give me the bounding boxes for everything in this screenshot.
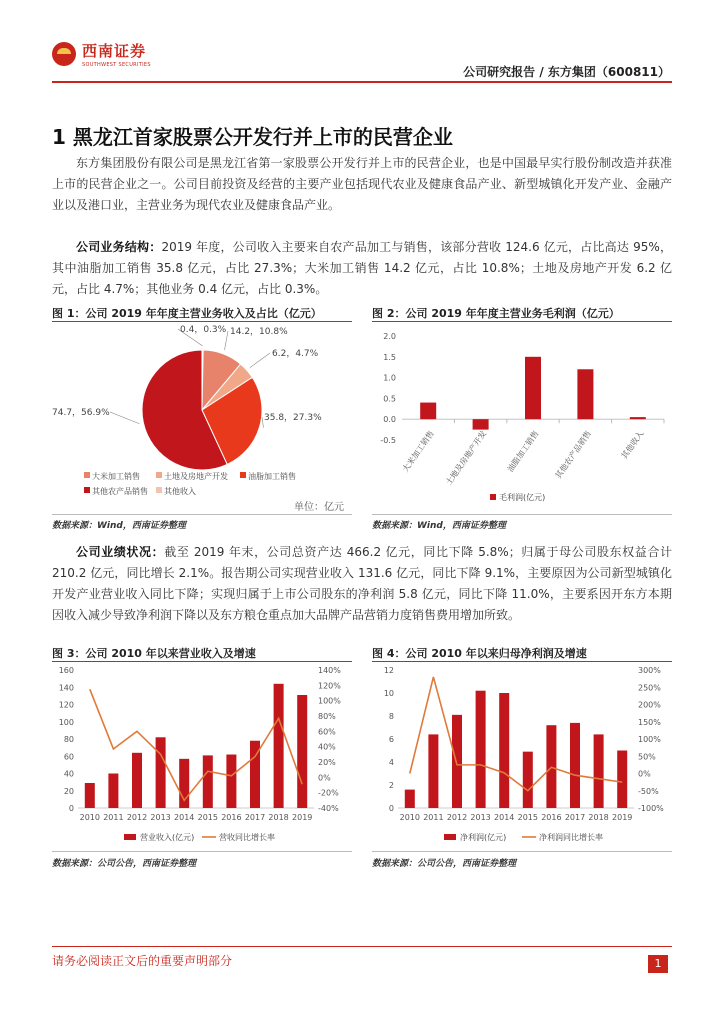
figure-3-source: 数据来源：公司公告，西南证券整理 <box>52 859 197 869</box>
x-tick-label: 2010 <box>399 813 420 822</box>
x-tick-label: 2015 <box>517 813 538 822</box>
x-tick-label: 其他农产品销售 <box>553 429 594 481</box>
section-title: 1 黑龙江首家股票公开发行并上市的民营企业 <box>52 125 453 149</box>
figure-4-combo-chart <box>372 662 672 850</box>
figure-3-bottom-rule <box>52 851 352 852</box>
y-left-tick-label: 8 <box>388 712 394 721</box>
y-tick-label: 1.0 <box>383 373 396 383</box>
legend-swatch <box>124 834 136 840</box>
legend-swatch <box>444 834 456 840</box>
y-left-tick-label: 20 <box>63 786 74 796</box>
y-right-tick-label: -50% <box>638 786 659 796</box>
figure-4-title: 图 4：公司 2010 年以来归母净利润及增速 <box>372 647 587 660</box>
y-left-tick-label: 120 <box>58 700 74 710</box>
legend-swatch <box>84 487 90 493</box>
page-number: 1 <box>648 955 668 973</box>
y-right-tick-label: 100% <box>318 696 341 706</box>
y-tick-label: -0.5 <box>380 436 396 445</box>
y-right-tick-label: 50% <box>638 752 656 762</box>
x-tick-label: 土地及房地产开发 <box>444 429 489 487</box>
bar <box>476 691 486 808</box>
bar <box>85 783 95 808</box>
y-right-tick-label: 150% <box>638 717 661 727</box>
x-tick-label: 2018 <box>268 813 289 822</box>
y-tick-label: 0.0 <box>383 415 396 425</box>
performance-paragraph <box>52 542 672 626</box>
figure-2-source: 数据来源：Wind，西南证券整理 <box>372 521 506 531</box>
y-right-tick-label: 40% <box>318 742 336 752</box>
x-tick-label: 2013 <box>470 813 491 822</box>
growth-line <box>90 689 302 800</box>
y-right-tick-label: -100% <box>638 804 664 813</box>
y-right-tick-label: 0% <box>638 769 651 779</box>
figure-2-bar-chart <box>372 322 672 514</box>
intro-paragraph: 东方集团股份有限公司是黑龙江省第一家股票公开发行并上市的民营企业，也是中国最早实行股份制改造并获准上市的民营企业之一。公司目前投资及经营的主要产业包括现代农业及健康食品产业、新型城镇化开发产业、金融产业以及港口业，主营业务为现代农业及健康食品产业。 <box>52 156 672 212</box>
y-right-tick-label: 20% <box>318 758 336 767</box>
figure-4-bottom-rule <box>372 851 672 852</box>
legend-label: 土地及房地产开发 <box>164 472 228 481</box>
x-tick-label: 大米加工销售 <box>400 429 436 474</box>
bar <box>630 417 646 419</box>
figure-2-bottom-rule <box>372 514 672 515</box>
bar <box>108 774 118 809</box>
pie-data-label: 14.2，10.8% <box>230 327 288 337</box>
bar <box>577 369 593 419</box>
y-left-tick-label: 140 <box>58 683 74 693</box>
y-left-tick-label: 40 <box>63 769 74 779</box>
bar <box>473 419 489 429</box>
footer-divider <box>52 946 672 947</box>
y-left-tick-label: 4 <box>388 758 394 767</box>
y-left-tick-label: 12 <box>383 666 394 675</box>
logo <box>52 40 170 80</box>
x-tick-label: 2019 <box>612 813 633 822</box>
legend-swatch <box>84 472 90 478</box>
y-right-tick-label: 80% <box>318 712 336 721</box>
x-tick-label: 2011 <box>423 813 444 822</box>
legend-label: 净利润同比增长率 <box>539 833 603 842</box>
bar <box>617 751 627 809</box>
legend-swatch <box>490 494 496 500</box>
pie-leader-line <box>110 412 139 424</box>
legend-label: 大米加工销售 <box>92 472 140 481</box>
report-label: 公司研究报告 / 东方集团（600811） <box>463 65 670 79</box>
x-tick-label: 2016 <box>221 813 242 822</box>
bar <box>405 790 415 808</box>
y-left-tick-label: 2 <box>388 781 394 790</box>
bar <box>297 695 307 808</box>
x-tick-label: 2014 <box>174 813 195 822</box>
y-right-tick-label: 300% <box>638 666 661 675</box>
bar <box>525 357 541 419</box>
paragraph-body: 截至 2019 年末，公司总资产达 466.2 亿元，同比下降 5.8%；归属于母公司股东权益合计 210.2 亿元，同比增长 2.1%。报告期公司实现营业收入 131.6 亿元，同比下降 9.1%，主要原因为公司新型城镇化开发产业营业收入同比下降；实现归属于上市公司股东的净利润 5.8 亿元，同比下降 11.0%，主要系因开东方本期因收入减少导致净利润下降以及东方粮仓重点加大品牌产品营销力度销售费用增加所致。 <box>52 545 672 622</box>
legend-swatch <box>240 472 246 478</box>
legend-label: 营收同比增长率 <box>219 833 275 842</box>
pie-data-label: 74.7，56.9% <box>52 408 110 418</box>
x-tick-label: 2014 <box>494 813 515 822</box>
legend-label: 毛利润(亿元) <box>499 493 546 502</box>
logo-text: 西南证券 <box>82 42 147 60</box>
y-right-tick-label: 250% <box>638 683 661 693</box>
figure-3-combo-chart <box>52 662 352 850</box>
y-tick-label: 1.5 <box>383 352 396 362</box>
x-tick-label: 2013 <box>150 813 171 822</box>
y-left-tick-label: 80 <box>63 735 74 744</box>
pie-unit-note: 单位：亿元 <box>294 502 344 513</box>
figure-3-title: 图 3：公司 2010 年以来营业收入及增速 <box>52 647 256 660</box>
header-divider <box>52 81 672 83</box>
bar <box>428 734 438 808</box>
legend-swatch <box>156 487 162 493</box>
paragraph-body: 2019 年度，公司收入主要来自农产品加工与销售，该部分营收 124.6 亿元，占比高达 95%，其中油脂加工销售 35.8 亿元，占比 27.3%；大米加工销售 14.2 亿元，占比 10.8%；土地及房地产开发 6.2 亿元，占比 4.7%；其他业务 0.4 亿元，占比 0.3%。 <box>52 240 672 296</box>
bar <box>594 734 604 808</box>
x-tick-label: 2019 <box>292 813 313 822</box>
x-tick-label: 2015 <box>197 813 218 822</box>
x-tick-label: 2010 <box>79 813 100 822</box>
x-tick-label: 2016 <box>541 813 562 822</box>
x-tick-label: 2011 <box>103 813 124 822</box>
footer-disclaimer: 请务必阅读正文后的重要声明部分 <box>52 954 233 968</box>
y-left-tick-label: 160 <box>58 666 74 675</box>
y-left-tick-label: 6 <box>388 735 394 744</box>
figure-1-bottom-rule <box>52 514 352 515</box>
growth-line <box>410 677 622 791</box>
y-right-tick-label: 200% <box>638 700 661 710</box>
y-right-tick-label: 60% <box>318 727 336 737</box>
figure-1-pie-chart <box>52 322 352 514</box>
legend-label: 其他农产品销售 <box>92 487 148 496</box>
x-tick-label: 油脂加工销售 <box>505 429 541 474</box>
y-left-tick-label: 60 <box>63 752 74 762</box>
figure-2-title: 图 2：公司 2019 年年度主营业务毛利润（亿元） <box>372 307 620 320</box>
paragraph-label: 公司业务结构： <box>76 240 162 254</box>
figure-1-source: 数据来源：Wind，西南证券整理 <box>52 521 186 531</box>
y-right-tick-label: 0% <box>318 773 331 783</box>
legend-label: 油脂加工销售 <box>248 472 296 481</box>
figure-1-title: 图 1：公司 2019 年年度主营业务收入及占比（亿元） <box>52 307 322 320</box>
y-right-tick-label: 120% <box>318 681 341 691</box>
x-tick-label: 其他收入 <box>619 429 646 461</box>
bar <box>203 755 213 808</box>
y-right-tick-label: -20% <box>318 788 339 798</box>
legend-swatch <box>156 472 162 478</box>
paragraph-label: 公司业绩状况： <box>76 545 165 559</box>
bar <box>420 403 436 420</box>
y-right-tick-label: 100% <box>638 735 661 744</box>
pie-data-label: 6.2，4.7% <box>272 349 319 359</box>
figure-4-source: 数据来源：公司公告，西南证券整理 <box>372 859 517 869</box>
pie-leader-line <box>250 353 270 368</box>
legend-label: 营业收入(亿元) <box>140 833 195 842</box>
x-tick-label: 2018 <box>588 813 609 822</box>
legend-label: 其他收入 <box>164 487 196 496</box>
y-right-tick-label: 140% <box>318 666 341 675</box>
y-tick-label: 2.0 <box>383 332 396 341</box>
x-tick-label: 2017 <box>244 813 266 822</box>
pie-data-label: 35.8，27.3% <box>264 413 322 423</box>
y-left-tick-label: 100 <box>58 717 74 727</box>
bar <box>132 753 142 808</box>
business-structure-paragraph <box>52 237 672 300</box>
bar <box>156 737 166 808</box>
y-left-tick-label: 0 <box>388 804 394 813</box>
bar <box>452 715 462 808</box>
logo-emblem-icon <box>52 42 76 66</box>
bar <box>499 693 509 808</box>
x-tick-label: 2012 <box>446 813 468 822</box>
bar <box>226 755 236 808</box>
y-right-tick-label: -40% <box>318 804 339 813</box>
y-tick-label: 0.5 <box>383 394 396 404</box>
bar <box>274 684 284 808</box>
x-tick-label: 2012 <box>126 813 148 822</box>
x-tick-label: 2017 <box>564 813 586 822</box>
y-left-tick-label: 10 <box>383 689 394 698</box>
bar <box>523 752 533 808</box>
y-left-tick-label: 0 <box>68 804 74 813</box>
bar <box>570 723 580 808</box>
pie-data-label: 0.4，0.3% <box>180 325 227 335</box>
logo-subtext: SOUTHWEST SECURITIES <box>82 62 151 68</box>
legend-label: 净利润(亿元) <box>460 833 507 842</box>
